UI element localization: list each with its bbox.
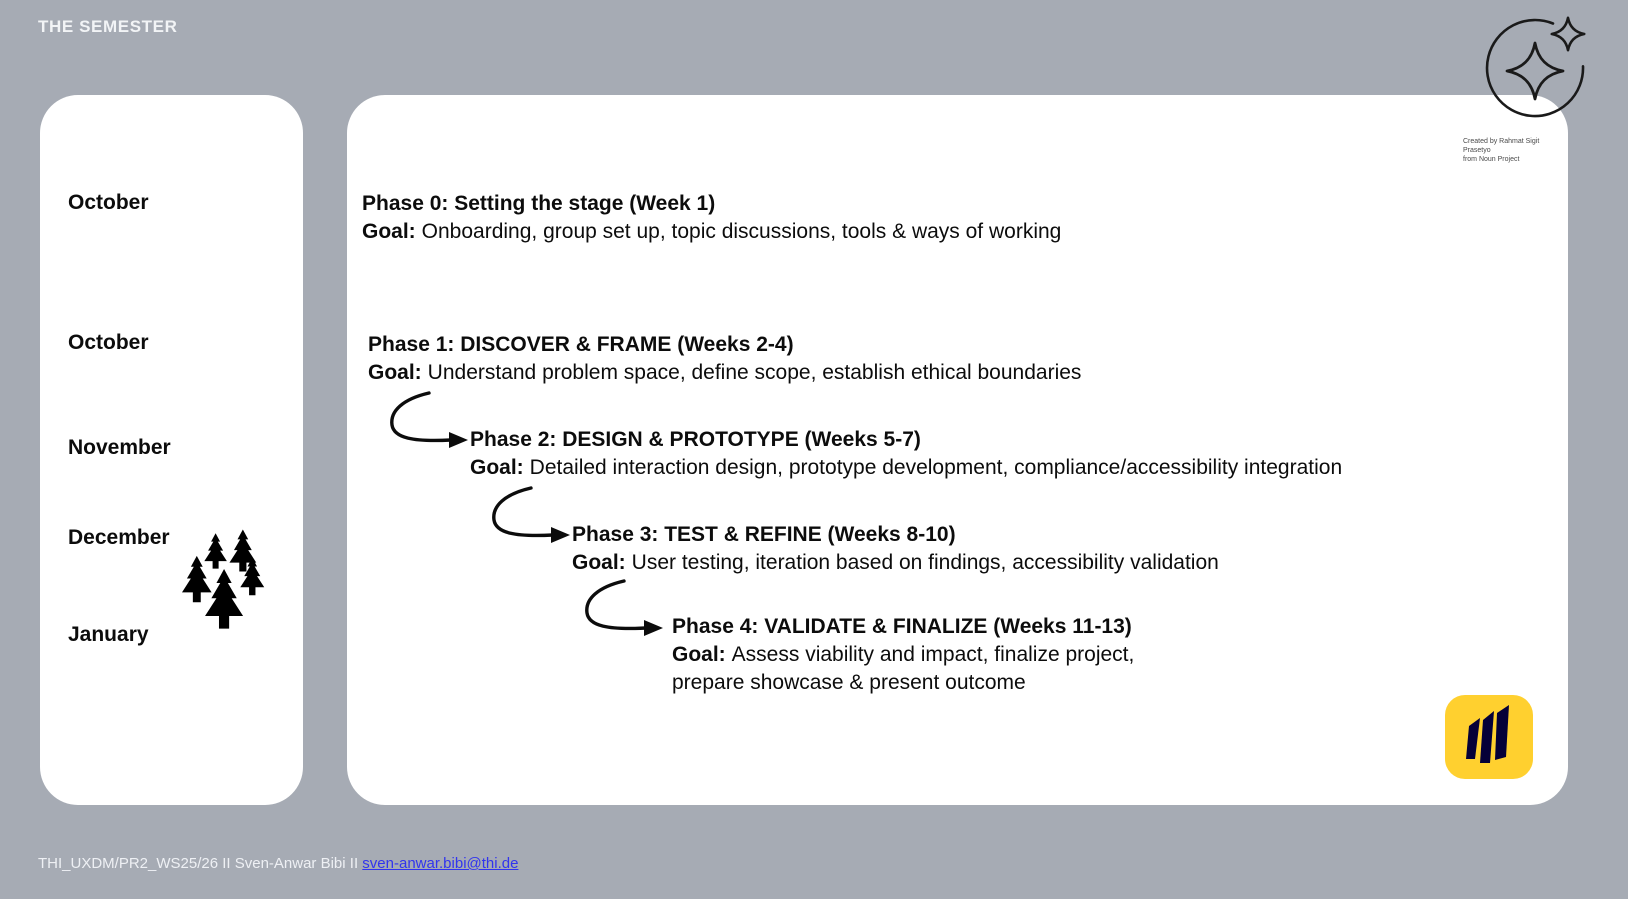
miro-logo <box>1445 695 1533 779</box>
month-label-october-1: October <box>68 191 149 214</box>
goal-label: Goal: <box>572 551 626 574</box>
phase-0-title: Phase 0: Setting the stage (Week 1) <box>362 192 716 215</box>
phase-2-title: Phase 2: DESIGN & PROTOTYPE (Weeks 5-7) <box>470 428 921 451</box>
goal-label: Goal: <box>470 456 524 479</box>
phase-4-goal <box>672 641 1134 669</box>
pine-trees-icon <box>178 525 272 645</box>
phase-3-goal-text: User testing, iteration based on findings, accessibility validation <box>631 551 1219 574</box>
phase-4-goal-text: Assess viability and impact, finalize project, <box>731 643 1135 666</box>
phase-4-goal-line2: prepare showcase & present outcome <box>672 671 1026 694</box>
noun-project-attribution <box>1463 137 1568 164</box>
sparkle-stars-icon <box>1483 15 1589 121</box>
phase-0-goal-text: Onboarding, group set up, topic discussions, tools & ways of working <box>421 220 1062 243</box>
phase-3-goal <box>572 549 1219 577</box>
curved-flow-arrow-3 <box>578 577 668 637</box>
phase-1-block <box>368 331 1081 387</box>
phase-0-block <box>362 190 1061 246</box>
phases-panel <box>347 95 1568 805</box>
curved-flow-arrow-2 <box>485 484 575 544</box>
goal-label: Goal: <box>362 220 416 243</box>
phase-2-goal-text: Detailed interaction design, prototype development, compliance/accessibility integration <box>529 456 1343 479</box>
phase-0-goal <box>362 218 1061 246</box>
phase-2-goal <box>470 454 1342 482</box>
phase-2-block <box>470 426 1342 482</box>
phase-4-title: Phase 4: VALIDATE & FINALIZE (Weeks 11-13) <box>672 615 1132 638</box>
months-panel <box>40 95 303 805</box>
phase-1-title: Phase 1: DISCOVER & FRAME (Weeks 2-4) <box>368 333 794 356</box>
month-label-january: January <box>68 623 149 646</box>
phase-1-goal <box>368 359 1081 387</box>
phase-1-goal-text: Understand problem space, define scope, establish ethical boundaries <box>427 361 1082 384</box>
goal-label: Goal: <box>672 643 726 666</box>
goal-label: Goal: <box>368 361 422 384</box>
footer-course-text: THI_UXDM/PR2_WS25/26 II Sven-Anwar Bibi II <box>38 855 359 872</box>
month-label-november: November <box>68 436 171 459</box>
month-label-october-2: October <box>68 331 149 354</box>
phase-3-title: Phase 3: TEST & REFINE (Weeks 8-10) <box>572 523 956 546</box>
month-label-december: December <box>68 526 170 549</box>
curved-flow-arrow-1 <box>383 389 473 449</box>
page-title: THE SEMESTER <box>38 17 178 36</box>
footer-email-link[interactable]: sven-anwar.bibi@thi.de <box>362 855 519 872</box>
attribution-line-1: Created by Rahmat Sigit Prasetyo <box>1463 138 1540 154</box>
phase-3-block <box>572 521 1219 577</box>
phase-4-block <box>672 613 1134 697</box>
footer <box>38 855 518 872</box>
attribution-line-2: from Noun Project <box>1463 156 1520 163</box>
